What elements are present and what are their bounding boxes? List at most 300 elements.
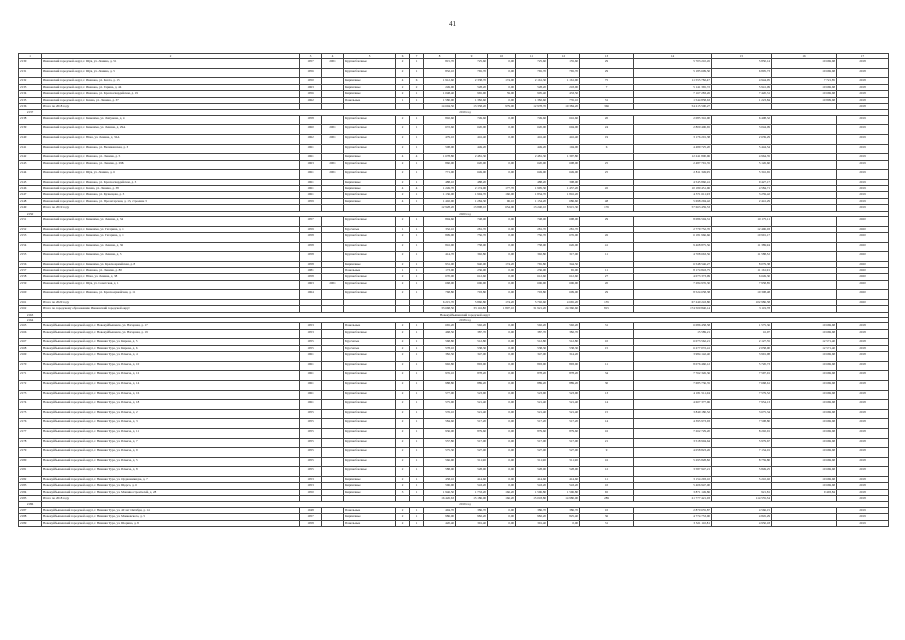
table-cell: 3 321 110,81 xyxy=(634,520,712,526)
table-cell: 0,00 xyxy=(488,457,516,467)
table-cell: 668,00 xyxy=(424,280,456,290)
table-cell: 2019 xyxy=(837,507,889,513)
table-cell: 538,30 xyxy=(516,345,548,351)
table-cell: 654,00 xyxy=(488,205,516,211)
table-cell: 249,90 xyxy=(424,84,456,90)
table-cell: 414,70 xyxy=(424,252,456,262)
table-cell: 2 xyxy=(396,192,410,198)
table-cell: 1 xyxy=(410,329,424,339)
table-cell: 612,60 xyxy=(548,274,580,280)
row-number: 2162 xyxy=(19,306,42,312)
table-cell: 4 708 663,56 xyxy=(634,252,712,262)
row-number: 2148 xyxy=(19,198,42,204)
table-cell: 1955 xyxy=(300,419,322,429)
table-cell: 1958 xyxy=(300,274,322,280)
table-cell: 45 xyxy=(580,186,634,192)
table-cell: 2018 xyxy=(837,467,889,477)
table-cell: 1958 xyxy=(300,520,322,526)
table-cell: 1958 xyxy=(300,242,322,252)
table-cell: 1 xyxy=(410,170,424,180)
table-cell: 7 167 283,26 xyxy=(634,91,712,97)
row-number: 2173 xyxy=(19,390,42,400)
table-row xyxy=(19,361,889,371)
table-cell: 2018 xyxy=(837,483,889,489)
address-cell: Ивановский городской округ, г. Кохма, ул. Ленина, д. 38 xyxy=(42,186,300,192)
table-cell: 2 xyxy=(396,290,410,300)
row-number: 2178 xyxy=(19,438,42,448)
table-cell: 449,20 xyxy=(516,144,548,154)
table-cell: 75 xyxy=(580,78,634,84)
column-number: 11 xyxy=(516,54,548,59)
table-cell: 1 912,60 xyxy=(424,78,456,84)
table-cell: 15 186,00 xyxy=(456,496,488,502)
table-row xyxy=(19,242,889,252)
table-cell xyxy=(772,290,837,300)
wall-material-cell: Крупноблочные xyxy=(344,352,396,362)
address-cell: Новокуйбышевский городской округ, г. Нижняя Тура, ул. Ильича, д. 11 xyxy=(42,428,300,438)
table-cell: 670,00 xyxy=(424,274,456,280)
table-cell: 1963 xyxy=(300,160,322,170)
table-cell: 703,80 xyxy=(456,290,488,300)
table-cell: 725,60 xyxy=(456,59,488,69)
table-cell: 1 161,90 xyxy=(548,78,580,84)
table-cell: 512,80 xyxy=(456,339,488,345)
table-cell: 3 176 201,38 xyxy=(634,134,712,144)
table-cell: 1955 xyxy=(300,345,322,351)
table-cell: 10 809,68 xyxy=(772,97,837,103)
table-cell: 765,70 xyxy=(516,68,548,78)
wall-material-cell: Панельные xyxy=(344,323,396,329)
table-cell: 1 xyxy=(396,97,410,103)
table-cell: 568,80 xyxy=(424,339,456,345)
table-cell: 4 xyxy=(410,154,424,160)
table-cell: 1958 xyxy=(300,261,322,267)
table-cell: 2 xyxy=(396,520,410,526)
address-cell: Ивановский городской округ, г. Кинешма, ул. Красноармейская, д. 8 xyxy=(42,261,300,267)
table-cell: 6 649,30 xyxy=(712,274,772,280)
table-cell: 13 898,10 xyxy=(456,205,488,211)
table-cell: 15 018,80 xyxy=(516,496,548,502)
table-cell: 2020 xyxy=(837,232,889,242)
row-number: 2185 xyxy=(19,496,42,502)
table-cell: 3 xyxy=(396,489,410,495)
table-cell: 155,60 xyxy=(548,59,580,69)
table-cell: 11 xyxy=(580,361,634,371)
column-number: 8 xyxy=(424,54,456,59)
wall-material-cell: Крупноблочные xyxy=(344,232,396,242)
table-cell: 2 xyxy=(396,483,410,489)
table-cell: 626,00 xyxy=(548,242,580,252)
table-cell: 982,20 xyxy=(456,514,488,520)
table-cell: 606,90 xyxy=(456,280,488,290)
table-cell: 4 607 377,96 xyxy=(634,400,712,410)
address-cell: Ивановский городской округ, г. Иваново, ул. Красноармейская, д. 11 xyxy=(42,290,300,300)
table-cell: 29 xyxy=(580,216,634,226)
row-number: 2160 xyxy=(19,290,42,300)
table-cell: 9 xyxy=(580,448,634,458)
table-cell: 3 984 142,40 xyxy=(634,352,712,362)
table-cell: 2020 xyxy=(837,261,889,267)
table-cell: 2 xyxy=(396,428,410,438)
table-cell: 0,00 xyxy=(488,514,516,520)
table-cell: 2 xyxy=(396,371,410,381)
table-cell xyxy=(322,144,344,154)
table-cell: 8 174 843,75 xyxy=(634,268,712,274)
row-number: 2184 xyxy=(19,489,42,495)
housing-program-table xyxy=(18,53,888,527)
table-cell: 3 119,78 xyxy=(712,306,772,312)
table-row xyxy=(19,438,889,448)
table-cell: 2 338,70 xyxy=(456,78,488,84)
table-cell: 1 xyxy=(410,280,424,290)
wall-material-cell: Крупноблочные xyxy=(344,115,396,125)
table-cell: 8 524 658,38 xyxy=(634,290,712,300)
table-cell: 8 915,30 xyxy=(548,205,580,211)
address-cell: Новокуйбышевский городской округ, г. Нижняя Тура, ул. Ильича, д. 3 xyxy=(42,419,300,429)
table-cell: 802,60 xyxy=(424,115,456,125)
table-cell: 21 xyxy=(580,438,634,448)
table-cell: 236,00 xyxy=(516,268,548,274)
table-cell: 0,00 xyxy=(488,520,516,526)
table-cell: 0,00 xyxy=(488,438,516,448)
table-cell: 1 xyxy=(410,361,424,371)
table-cell: 1 xyxy=(410,345,424,351)
row-number: 2145 xyxy=(19,179,42,185)
table-row xyxy=(19,457,889,467)
table-cell: 521,40 xyxy=(516,400,548,410)
table-cell: 7 262 729,20 xyxy=(634,428,712,438)
table-cell: 1 xyxy=(410,274,424,280)
table-cell: 1 xyxy=(410,476,424,482)
table-cell: 8 759,80 xyxy=(712,457,772,467)
table-cell: 9 427,17 xyxy=(712,179,772,185)
table-cell: 512,80 xyxy=(516,339,548,345)
table-cell: 1 xyxy=(410,226,424,232)
table-cell: 2020 xyxy=(837,242,889,252)
table-cell: 15 xyxy=(580,345,634,351)
table-cell: 31 xyxy=(580,520,634,526)
table-cell: 16 426,63 xyxy=(424,496,456,502)
table-cell: 860,00 xyxy=(424,160,456,170)
table-cell: 5 406 947,00 xyxy=(634,483,712,489)
address-cell: Новокуйбышевский городской округ, г. Новокуйбышевск, ул. Нагорная, д. 19 xyxy=(42,329,300,339)
table-cell: 2020 xyxy=(837,268,889,274)
table-cell: 166,20 xyxy=(488,496,516,502)
table-cell: 0,00 xyxy=(488,448,516,458)
table-cell: 6 548 546,27 xyxy=(634,261,712,267)
table-cell: 416,40 xyxy=(548,134,580,144)
row-number: 2157 xyxy=(19,268,42,274)
table-cell: 10 669,68 xyxy=(772,84,837,90)
table-cell: 5 698 294,42 xyxy=(634,198,712,204)
table-cell: 1953 xyxy=(300,483,322,489)
table-cell: 391,40 xyxy=(456,520,488,526)
column-number: 6 xyxy=(396,54,410,59)
table-cell: 2020 xyxy=(837,226,889,232)
wall-material-cell: Крупноблочные xyxy=(344,467,396,477)
table-cell xyxy=(580,352,634,362)
table-cell: 1 733,20 xyxy=(456,489,488,495)
table-cell xyxy=(322,400,344,410)
wall-material-cell: Брусчатые xyxy=(344,345,396,351)
table-cell: 612,60 xyxy=(516,274,548,280)
address-cell: Новокуйбышевский городской округ, г. Нижняя Тура, ул. Шорина, д. 8 xyxy=(42,520,300,526)
table-cell: 7 597,91 xyxy=(712,371,772,381)
table-cell: 528,90 xyxy=(548,467,580,477)
row-number: 2134 xyxy=(19,91,42,97)
table-cell: 940,00 xyxy=(456,261,488,267)
table-cell: 48 xyxy=(580,198,634,204)
table-cell: 0,00 xyxy=(488,400,516,410)
address-cell: Новокуйбышевский городской округ, г. Нижняя Тура, ул. Ильича, д. 8 xyxy=(42,467,300,477)
table-cell: 527,00 xyxy=(516,448,548,458)
table-cell: 1 xyxy=(410,290,424,300)
table-cell: 176 xyxy=(580,205,634,211)
table-cell: 2 xyxy=(396,419,410,429)
table-cell: 1961 xyxy=(300,352,322,362)
table-cell: 3 675,34 xyxy=(712,409,772,419)
table-cell: 1 382,60 xyxy=(456,97,488,103)
table-cell: 521,40 xyxy=(548,400,580,410)
table-cell: 735,10 xyxy=(548,97,580,103)
address-cell: Ивановский городской округ, г. Иваново, ул. Ленина, д. 80 xyxy=(42,268,300,274)
table-cell xyxy=(322,352,344,362)
row-number: 2167 xyxy=(19,339,42,345)
table-row xyxy=(19,160,889,170)
row-number: 2136 xyxy=(19,104,42,110)
table-cell: 2 441,29 xyxy=(712,198,772,204)
table-cell: 620,00 xyxy=(456,160,488,170)
table-cell: 1 457,20 xyxy=(548,186,580,192)
table-cell: 281,70 xyxy=(548,226,580,232)
table-cell: 3 991,98 xyxy=(712,352,772,362)
address-cell: Новокуйбышевский городской округ, г. Нижняя Тура, ул. Ильича, д. 7 xyxy=(42,438,300,448)
address-cell: Новокуйбышевский городской округ, г. Нижняя Тура, ул. Ильича, д. 14 xyxy=(42,380,300,390)
table-row xyxy=(19,390,889,400)
table-cell: 557,80 xyxy=(424,438,456,448)
table-cell: 0,00 xyxy=(488,134,516,144)
table-cell: 2018 xyxy=(837,323,889,329)
row-number: 2131 xyxy=(19,68,42,78)
table-cell: 1 382,60 xyxy=(516,97,548,103)
table-cell: 1 154,20 xyxy=(516,198,548,204)
table-cell: 0,00 xyxy=(488,115,516,125)
table-cell: 5 860,80 xyxy=(456,300,488,306)
table-cell: 10 308,48 xyxy=(712,290,772,300)
table-cell: 8 076 460,12 xyxy=(634,361,712,371)
table-cell: 27 xyxy=(580,274,634,280)
table-cell: 979,00 xyxy=(488,104,516,110)
table-cell: 2020 xyxy=(837,290,889,300)
table-cell: 2018 xyxy=(837,59,889,69)
address-cell: Ивановский городской округ, г. Кинешма, ул. Ленина, д. 5 xyxy=(42,252,300,262)
table-cell: 1 xyxy=(410,483,424,489)
table-cell: 2001 xyxy=(322,280,344,290)
table-cell: 11 xyxy=(580,268,634,274)
wall-material-cell: Брусчатые xyxy=(344,339,396,345)
table-cell: 1961 xyxy=(300,154,322,160)
table-cell: 11 xyxy=(580,252,634,262)
table-cell: 538,30 xyxy=(456,345,488,351)
table-cell: 1 xyxy=(410,400,424,410)
address-cell: Новокуйбышевский городской округ, г. Нижняя Тура, ул. Ильича, д. 12 xyxy=(42,371,300,381)
table-cell: 765,80 xyxy=(516,261,548,267)
table-cell: 13 xyxy=(580,390,634,400)
row-number: 2174 xyxy=(19,400,42,410)
wall-material-cell: Кирпичные xyxy=(344,261,396,267)
wall-material-cell: Панельные xyxy=(344,268,396,274)
year-heading: 2019 год xyxy=(42,110,889,115)
table-cell: 2 xyxy=(396,339,410,345)
row-number: 2139 xyxy=(19,125,42,135)
table-cell: 65 xyxy=(580,489,634,495)
table-cell: 0,00 xyxy=(488,352,516,362)
table-cell: 7 134,01 xyxy=(712,448,772,458)
table-cell: 756,70 xyxy=(516,232,548,242)
table-cell: 19 xyxy=(580,134,634,144)
row-number: 2164 xyxy=(19,318,42,323)
row-number: 2149 xyxy=(19,205,42,211)
table-cell: 921,81 xyxy=(712,489,772,495)
address-cell: Новокуйбышевский городской округ, г. Нижняя Тура, ул. Орджоникидзе, д. 7 xyxy=(42,476,300,482)
table-cell: 2018 xyxy=(837,457,889,467)
table-cell: 10 669,68 xyxy=(772,428,837,438)
wall-material-cell: Крупноблочные xyxy=(344,134,396,144)
table-cell: 2018 xyxy=(837,97,889,103)
table-cell: 36 xyxy=(580,514,634,520)
table-cell: 2 xyxy=(396,144,410,154)
table-cell: 1 596,80 xyxy=(516,489,548,495)
table-cell xyxy=(322,371,344,381)
table-row xyxy=(19,232,889,242)
address-cell: Новокуйбышевский городской округ, г. Нижняя Тура, ул. Кирова, д. 5 xyxy=(42,339,300,345)
wall-material-cell: Панельные xyxy=(344,507,396,513)
table-row xyxy=(19,380,889,390)
table-cell: 1 994,70 xyxy=(456,192,488,198)
table-cell: 6 277 072,41 xyxy=(634,345,712,351)
table-cell: 9 468 875,56 xyxy=(634,242,712,252)
row-number: 2182 xyxy=(19,476,42,482)
table-cell: 620,00 xyxy=(456,125,488,135)
table-cell: 16,97 xyxy=(712,329,772,339)
table-cell: 2 xyxy=(396,361,410,371)
table-row xyxy=(19,68,889,78)
row-number: 2186 xyxy=(19,502,42,507)
table-cell: 1 995,30 xyxy=(516,186,548,192)
table-cell: 1963 xyxy=(300,280,322,290)
table-cell: 512,80 xyxy=(548,339,580,345)
table-row xyxy=(19,409,889,419)
table-cell: 878,20 xyxy=(548,371,580,381)
table-cell: 414,60 xyxy=(456,476,488,482)
table-cell: 976,10 xyxy=(424,371,456,381)
table-cell: 889,20 xyxy=(456,380,488,390)
table-cell: 1 580,00 xyxy=(424,97,456,103)
address-cell: Ивановский городской округ, г. Иваново, ул. Ленина, д. 29Б xyxy=(42,160,300,170)
table-cell: 804,60 xyxy=(424,216,456,226)
table-cell: 15 xyxy=(580,409,634,419)
table-cell: 2001 xyxy=(322,160,344,170)
table-cell xyxy=(322,428,344,438)
table-cell: 1961 xyxy=(300,186,322,192)
table-row xyxy=(19,125,889,135)
table-cell: 11 555 782,47 xyxy=(634,78,712,84)
table-cell: 566,90 xyxy=(424,457,456,467)
table-cell: 2 xyxy=(396,400,410,410)
table-cell: 174,00 xyxy=(488,78,516,84)
table-cell: 4 058 823,26 xyxy=(634,448,712,458)
table-cell: 3 587 947,21 xyxy=(634,467,712,477)
table-cell xyxy=(322,457,344,467)
table-cell xyxy=(772,252,837,262)
table-cell: 616,60 xyxy=(548,115,580,125)
table-cell xyxy=(772,232,837,242)
table-cell: 14 980,00 xyxy=(548,496,580,502)
address-cell: Итого по 2020 году xyxy=(42,300,300,306)
table-cell: 1 xyxy=(410,179,424,185)
table-cell: 4 665,20 xyxy=(548,300,580,306)
column-number: 17 xyxy=(837,54,889,59)
table-cell: 10 669,68 xyxy=(772,483,837,489)
table-cell: 7 420,31 xyxy=(712,91,772,97)
column-number: 13 xyxy=(580,54,634,59)
table-cell: 0,00 xyxy=(488,345,516,351)
address-cell: Итого по 2019 году xyxy=(42,205,300,211)
table-cell: 1957 xyxy=(300,216,322,226)
table-cell: 2018 xyxy=(837,329,889,339)
table-cell: 31 921,20 xyxy=(516,306,548,312)
table-cell: 1 xyxy=(396,268,410,274)
table-cell: 517,00 xyxy=(516,438,548,448)
table-cell: 2 xyxy=(396,84,410,90)
table-cell: 758,00 xyxy=(516,242,548,252)
address-cell: Ивановский городской округ, г. Иваново, ул. Кузнецова, д. 3 xyxy=(42,192,300,198)
table-cell: 0,00 xyxy=(488,226,516,232)
table-cell: 1 xyxy=(410,268,424,274)
table-cell: 2 xyxy=(396,514,410,520)
table-cell: 416,40 xyxy=(516,134,548,144)
column-number: 16 xyxy=(772,54,837,59)
table-cell: 10 669,68 xyxy=(772,323,837,329)
wall-material-cell: Крупноблочные xyxy=(344,419,396,429)
table-cell: 33 668,50 xyxy=(424,306,456,312)
table-cell: 1 xyxy=(410,192,424,198)
table-cell: 1960 xyxy=(300,125,322,135)
table-cell: 1 xyxy=(410,507,424,513)
table-cell: 25 xyxy=(580,170,634,180)
table-cell: 30 xyxy=(580,380,634,390)
table-cell: 29 xyxy=(580,59,634,69)
column-number: 4 xyxy=(322,54,344,59)
table-cell: 2018 xyxy=(837,476,889,482)
table-cell: 386,70 xyxy=(456,507,488,513)
table-cell: 879,60 xyxy=(456,428,488,438)
table-cell: 12 496,03 xyxy=(712,226,772,232)
table-cell: 965,90 xyxy=(456,91,488,97)
table-cell: 620,00 xyxy=(516,160,548,170)
row-number: 2153 xyxy=(19,232,42,242)
table-cell: 517,00 xyxy=(456,438,488,448)
wall-material-cell: Крупноблочные xyxy=(344,160,396,170)
table-cell: 14 xyxy=(580,400,634,410)
table-cell xyxy=(322,361,344,371)
table-cell: 2 xyxy=(396,134,410,144)
table-cell: 2 481,30 xyxy=(456,154,488,160)
row-number: 2154 xyxy=(19,242,42,252)
row-number: 2183 xyxy=(19,483,42,489)
table-row xyxy=(19,352,889,362)
table-cell: 4 774 753,90 xyxy=(634,514,712,520)
